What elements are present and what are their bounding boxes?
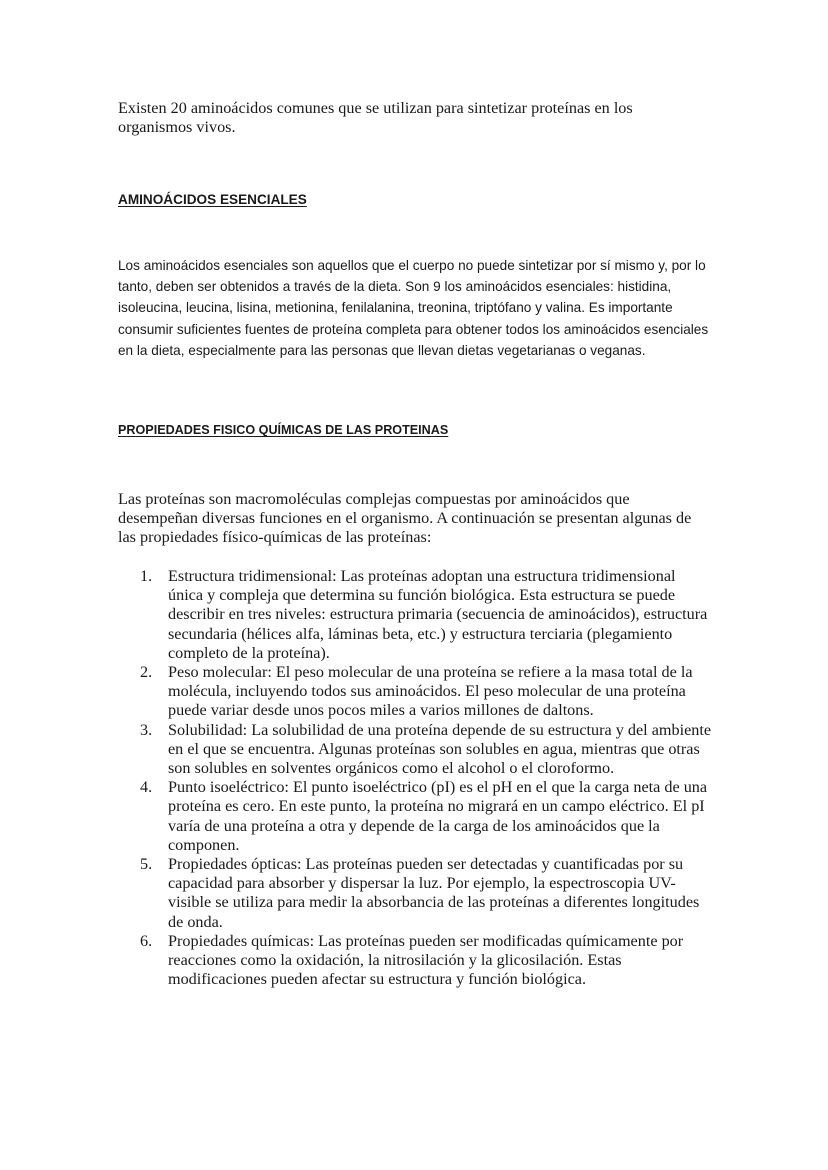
list-item: [0, 567, 713, 663]
list-item: [0, 721, 713, 779]
list-item-number: 1.: [140, 567, 153, 585]
list-item-number: 3.: [140, 720, 153, 739]
aminoacidos-esenciales-paragraph: Los aminoácidos esenciales son aquellos que el cuerpo no puede sintetizar por sí mismo y, por lo tanto, deben ser obtenidos a través de la dieta. Son 9 los aminoácidos esenciales: histidina, isoleucina, leucina, lisina, metionina, fenilalanina, treonina, triptófano y valina. Es importante consumir suficientes fuentes de proteína completa para obtener todos los aminoácidos esenciales en la dieta, especialmente para las personas que llevan dietas vegetarianas o veganas.: [118, 258, 709, 358]
intro-paragraph: Existen 20 aminoácidos comunes que se utilizan para sintetizar proteínas en los organismos vivos.: [118, 99, 633, 137]
list-item-number: 6.: [140, 931, 153, 950]
propiedades-intro-paragraph: Las proteínas son macromoléculas complejas compuestas por aminoácidos que desempeñan diversas funciones en el organismo. A continuación se presentan algunas de las propiedades físico-químicas de las proteínas:: [118, 490, 692, 547]
list-item: [0, 855, 713, 932]
section-heading-propiedades: PROPIEDADES FISICO QUÍMICAS DE LAS PROTEINAS: [118, 423, 449, 437]
list-item: [0, 663, 713, 721]
section-heading-aminoacidos-esenciales: AMINOÁCIDOS ESENCIALES: [118, 192, 307, 207]
list-item: [0, 932, 713, 990]
list-item-number: 2.: [140, 663, 153, 682]
list-item-text: Propiedades químicas: Las proteínas pueden ser modificadas químicamente por reacciones como la oxidación, la nitrosilación y la glicosilación. Estas modificaciones pueden afectar su estructura y función biológica.: [168, 931, 684, 989]
list-item-number: 5.: [140, 855, 153, 874]
list-item-text: Peso molecular: El peso molecular de una proteína se refiere a la masa total de la molécula, incluyendo todos sus aminoácidos. El peso molecular de una proteína puede variar desde unos pocos miles a varios millones de daltons.: [168, 663, 693, 720]
list-item-text: Solubilidad: La solubilidad de una proteína depende de su estructura y del ambiente en el que se encuentra. Algunas proteínas son solubles en agua, mientras que otras son solubles en solventes orgánicos como el alcohol o el cloroformo.: [168, 720, 712, 778]
propiedades-list: [0, 567, 828, 989]
list-item: [0, 778, 713, 855]
list-item-text: Punto isoeléctrico: El punto isoeléctrico (pI) es el pH en el que la carga neta de una proteína es cero. En este punto, la proteína no migrará en un campo eléctrico. El pI varía de una proteína a otra y depende de la carga de los aminoácidos que la componen.: [168, 778, 708, 854]
list-item-text: Propiedades ópticas: Las proteínas pueden ser detectadas y cuantificadas por su capacidad para absorber y dispersar la luz. Por ejemplo, la espectroscopia UV-visible se utiliza para medir la absorbancia de las proteínas a diferentes longitudes de onda.: [168, 855, 700, 931]
list-item-number: 4.: [140, 778, 153, 797]
list-item-text: Estructura tridimensional: Las proteínas adoptan una estructura tridimensional única y compleja que determina su función biológica. Esta estructura se puede describir en tres niveles: estructura primaria (secuencia de aminoácidos), estructura secundaria (hélices alfa, láminas beta, etc.) y estructura terciaria (plegamiento completo de la proteína).: [168, 567, 708, 662]
